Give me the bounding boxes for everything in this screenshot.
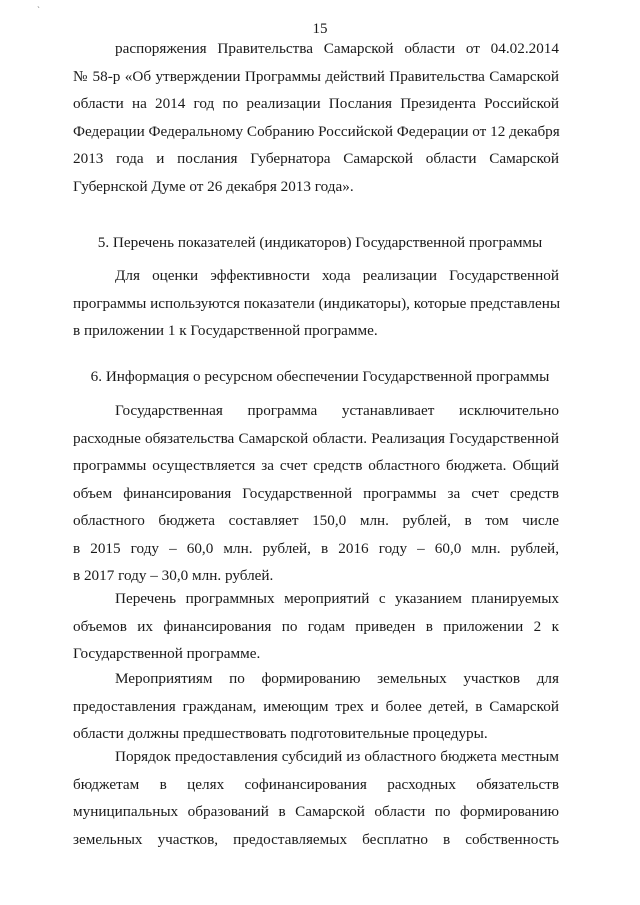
text-line: Государственной программе. — [73, 645, 261, 662]
text-line: муниципальных образований в Самарской области по формированию — [73, 803, 559, 820]
text-line: Федерации Федеральному Собранию Российской Федерации от 12 декабря — [73, 122, 560, 140]
section-6-paragraph-3 — [73, 665, 559, 748]
text-line: объемов их финансирования по годам приведен в приложении 2 к — [73, 617, 559, 635]
section-6-paragraph-4 — [73, 743, 559, 853]
text-line: 2013 года и послания Губернатора Самарской области Самарской — [73, 150, 559, 167]
section-6-paragraph-1 — [73, 397, 559, 590]
text-line: бюджетам в целях софинансирования расходных обязательств — [73, 775, 559, 793]
intro-paragraph — [73, 35, 559, 200]
section-5-paragraph — [73, 262, 559, 345]
page-number: 15 — [312, 21, 328, 37]
text-line: программы используются показатели (индикаторы), которые представлены — [73, 294, 561, 312]
text-line: № 58-р «Об утверждении Программы действий Правительства Самарской — [73, 67, 559, 85]
section-6-paragraph-2 — [73, 585, 559, 668]
text-line: предоставления гражданам, имеющим трех и более детей, в Самарской — [73, 697, 559, 715]
text-line: Мероприятиям по формированию земельных участков для — [115, 670, 559, 687]
text-line: Для оценки эффективности хода реализации Государственной — [115, 267, 559, 284]
text-line: Государственная программа устанавливает исключительно — [115, 402, 559, 419]
text-line: распоряжения Правительства Самарской области от 04.02.2014 — [115, 40, 559, 57]
text-line: расходные обязательства Самарской области. Реализация Государственной — [73, 429, 559, 447]
text-line: объем финансирования Государственной программы за счет средств — [73, 484, 559, 502]
text-line: в 2017 году – 30,0 млн. рублей. — [73, 567, 274, 584]
text-line: в 2015 году – 60,0 млн. рублей, в 2016 году – 60,0 млн. рублей, — [73, 539, 559, 557]
section-5-heading: 5. Перечень показателей (индикаторов) Государственной программы — [97, 234, 543, 251]
corner-mark: ` — [37, 5, 40, 15]
text-line: области должны предшествовать подготовительные процедуры. — [73, 725, 488, 742]
text-line: земельных участков, предоставляемых бесплатно в собственность — [73, 830, 559, 848]
text-line: областного бюджета составляет 150,0 млн. рублей, в том числе — [73, 512, 559, 529]
text-line: Перечень программных мероприятий с указанием планируемых — [115, 590, 559, 607]
text-line: Губернской Думе от 26 декабря 2013 года». — [73, 177, 354, 195]
text-line: области на 2014 год по реализации Послания Президента Российской — [73, 95, 559, 112]
text-line: в приложении 1 к Государственной программе. — [73, 322, 378, 339]
text-line: программы осуществляется за счет средств областного бюджета. Общий — [73, 457, 559, 474]
section-6-heading: 6. Информация о ресурсном обеспечении Государственной программы — [90, 368, 550, 385]
text-line: Порядок предоставления субсидий из областного бюджета местным — [115, 748, 559, 765]
